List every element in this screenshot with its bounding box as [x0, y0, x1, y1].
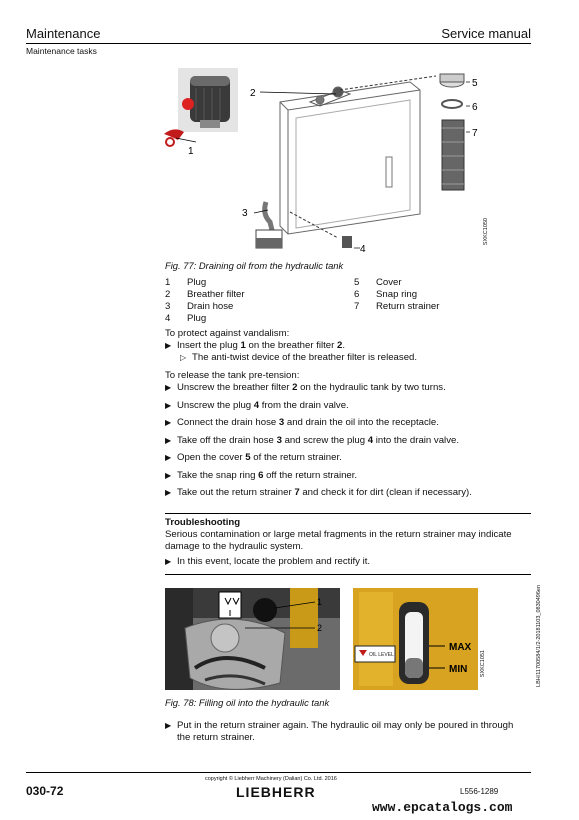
action-arrow-icon: ▶	[165, 341, 172, 350]
fig78-callout-2: 2	[317, 623, 323, 633]
breather-filter-photo	[178, 68, 238, 132]
watermark-url: www.epcatalogs.com	[372, 800, 513, 815]
legend-item: 4 Plug	[165, 313, 207, 324]
figure-78-sight-glass-photo	[353, 588, 478, 690]
troubleshooting-action: ▶ In this event, locate the problem and rectify it.	[165, 556, 371, 567]
header-divider	[26, 43, 531, 44]
legend-item: 3 Drain hose	[165, 301, 234, 312]
troubleshooting-text-1: Serious contamination or large metal fragments in the return strainer may indicate	[165, 529, 512, 540]
action-arrow-icon: ▶	[165, 418, 172, 427]
troubleshooting-title: Troubleshooting	[165, 517, 241, 528]
vandalism-step: ▶ Insert the plug 1 on the breather filter 2.	[165, 340, 346, 351]
figure-78-engine-photo	[165, 588, 340, 690]
troubleshooting-top-rule	[165, 513, 531, 514]
figure-77-drawing	[160, 62, 505, 258]
header-section-title: Maintenance	[26, 26, 101, 41]
legend-item: 1 Plug	[165, 277, 207, 288]
legend-right	[354, 277, 439, 313]
hydraulic-tank-drawing	[280, 82, 420, 234]
action-arrow-icon: ▶	[165, 488, 172, 497]
troubleshooting-bottom-rule	[165, 574, 531, 575]
vandalism-intro: To protect against vandalism:	[165, 328, 290, 339]
callout-2: 2	[250, 88, 256, 99]
action-arrow-icon: ▶	[165, 436, 172, 445]
header-doc-title: Service manual	[441, 26, 531, 41]
footer-page-number: 030-72	[26, 784, 64, 798]
legend-item: 5 Cover	[354, 277, 402, 288]
action-arrow-icon: ▶	[165, 557, 172, 566]
callout-1: 1	[188, 146, 194, 157]
red-plug-icon	[164, 129, 184, 146]
pretension-step: ▶ Unscrew the plug 4 from the drain valve.	[165, 400, 349, 411]
footer-model-code: L556-1289	[460, 787, 499, 796]
action-arrow-icon: ▶	[165, 401, 172, 410]
callout-3: 3	[242, 208, 248, 219]
footer-brand-logo: LIEBHERR	[236, 784, 316, 800]
min-label: MIN	[449, 664, 468, 675]
callout-6: 6	[472, 102, 478, 113]
pretension-step: ▶ Take off the drain hose 3 and screw the plug 4 into the drain valve.	[165, 435, 459, 446]
pretension-step: ▶ Open the cover 5 of the return strainer.	[165, 452, 342, 463]
footer-divider	[26, 772, 531, 773]
exploded-view-arrows	[290, 76, 436, 238]
figure-78-drawing-id: SXKC1051	[480, 650, 486, 678]
pretension-intro: To release the tank pre-tension:	[165, 370, 300, 381]
footer-copyright: copyright © Liebherr Machinery (Dalian) Co. Ltd. 2016	[205, 776, 337, 782]
sticker-text: OIL LEVEL	[369, 652, 394, 658]
fig78-callout-1: 1	[317, 597, 323, 607]
header-subtitle: Maintenance tasks	[26, 46, 97, 56]
final-step: ▶ Put in the return strainer again. The hydraulic oil may only be poured in through	[165, 720, 514, 731]
legend-left	[165, 277, 245, 325]
action-arrow-icon: ▶	[165, 383, 172, 392]
figure-78-caption: Fig. 78: Filling oil into the hydraulic tank	[165, 697, 330, 708]
action-arrow-icon: ▶	[165, 721, 172, 730]
side-document-code: LBH/11700584/1/2-20181103_0830496en	[536, 585, 542, 687]
legend-item: 6 Snap ring	[354, 289, 418, 300]
callout-4: 4	[360, 244, 366, 255]
pretension-step: ▶ Connect the drain hose 3 and drain the oil into the receptacle.	[165, 417, 439, 428]
legend-item: 2 Breather filter	[165, 289, 245, 300]
max-label: MAX	[449, 642, 472, 653]
callout-5: 5	[472, 78, 478, 89]
pretension-step: ▶ Take out the return strainer 7 and check it for dirt (clean if necessary).	[165, 487, 472, 498]
action-arrow-icon: ▶	[165, 453, 172, 462]
vandalism-result: ▷ The anti-twist device of the breather filter is released.	[180, 352, 418, 363]
result-arrow-icon: ▷	[180, 353, 187, 362]
pretension-step: ▶ Unscrew the breather filter 2 on the hydraulic tank by two turns.	[165, 382, 446, 393]
pretension-step: ▶ Take the snap ring 6 off the return strainer.	[165, 470, 358, 481]
figure-77-caption: Fig. 77: Draining oil from the hydraulic tank	[165, 260, 344, 271]
legend-item: 7 Return strainer	[354, 301, 440, 312]
drain-hose-drawing	[256, 202, 352, 248]
figure-77-drawing-id: SXKC1050	[483, 218, 489, 246]
cover-ring-strainer-drawing	[440, 74, 464, 190]
final-step-line-2: the return strainer.	[177, 732, 255, 743]
action-arrow-icon: ▶	[165, 471, 172, 480]
callout-7: 7	[472, 128, 478, 139]
troubleshooting-text-2: damage to the hydraulic system.	[165, 541, 304, 552]
